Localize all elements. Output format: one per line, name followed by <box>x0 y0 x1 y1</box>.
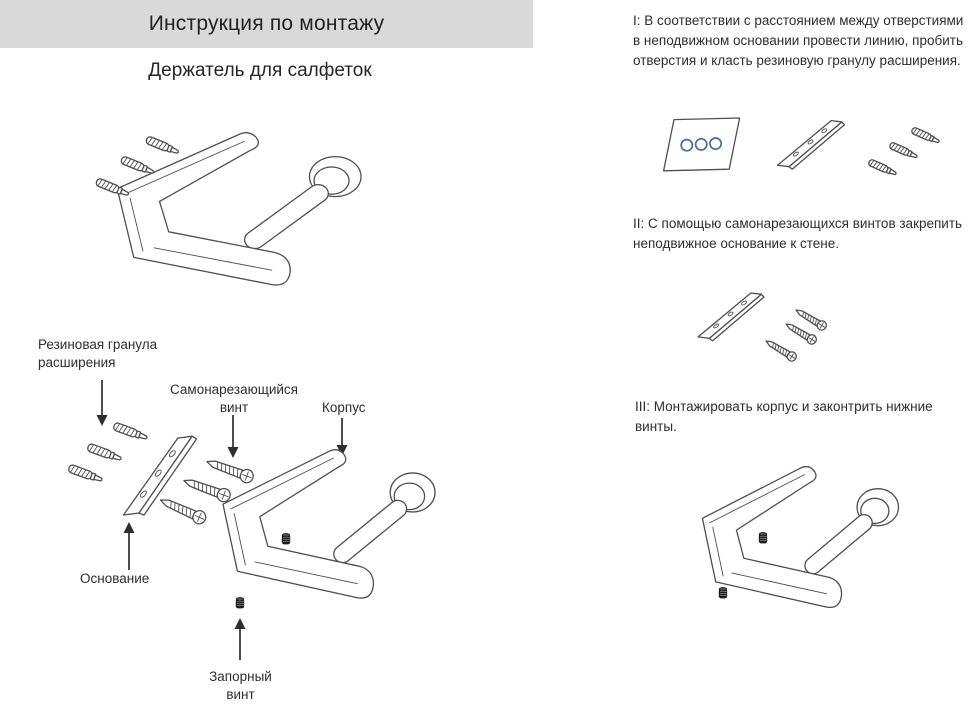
page-title-banner <box>0 0 533 48</box>
label-body: Корпус <box>322 400 366 415</box>
wall-anchor-icon <box>68 422 149 483</box>
screw-icon <box>764 306 828 363</box>
step-3-text: III: Монтажировать корпус и законтрить нижние винты. <box>635 399 933 434</box>
label-rubber-plug: Резиновая гранула расширения <box>38 337 158 370</box>
arrow-up-icon <box>235 618 246 660</box>
step-1-illustration <box>650 105 945 210</box>
label-base: Основание <box>80 571 150 586</box>
step-3-illustration <box>690 445 970 665</box>
step-1-text: I: В соответствии с расстоянием между отверстиями в неподвижном основании провести линию, пробить отверстия и класть резиновую гранулу расширения. <box>633 13 964 68</box>
arrow-down-icon <box>97 380 108 426</box>
napkin-holder-assembled-drawing <box>60 100 400 300</box>
mounting-bracket-icon <box>773 116 849 175</box>
wall-anchor-icon <box>868 127 941 177</box>
label-locking-screw: Запорный винт <box>209 669 272 702</box>
step-2-illustration <box>660 285 870 385</box>
product-subtitle: Держатель для салфеток <box>148 60 372 81</box>
mounting-bracket-icon <box>694 288 769 346</box>
napkin-holder-body-icon <box>702 467 898 608</box>
step-2-text: II: С помощью самонарезающихся винтов закрепить неподвижное основание к стене. <box>633 216 963 251</box>
napkin-holder-body-icon <box>223 450 435 598</box>
label-self-tapping-screw: Самонарезающийся винт <box>170 382 298 415</box>
drill-template-icon <box>664 118 740 171</box>
arrow-down-icon <box>228 415 239 458</box>
napkin-holder-body-icon <box>117 133 361 285</box>
arrow-up-icon <box>124 522 135 570</box>
page-title: Инструкция по монтажу <box>148 12 385 35</box>
